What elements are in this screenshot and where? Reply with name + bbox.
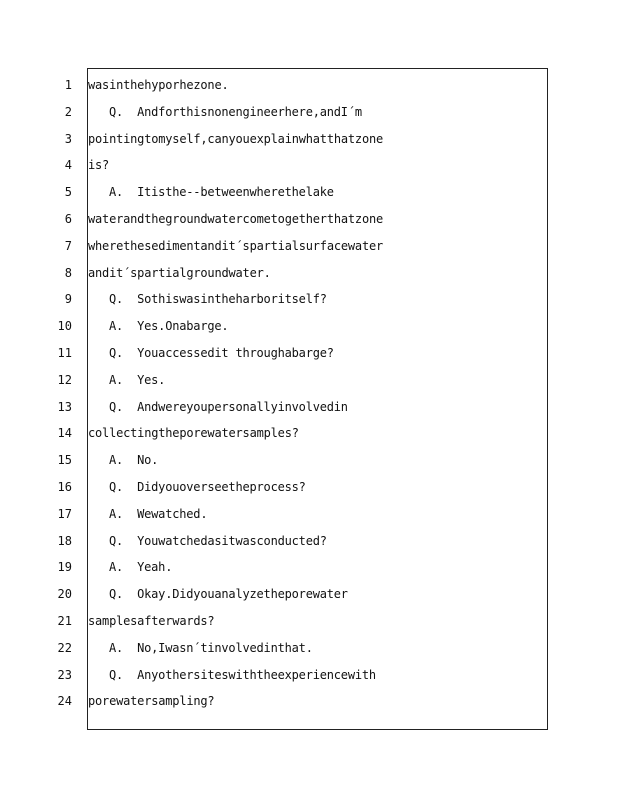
transcript-line-text: andit´spartialgroundwater. — [88, 266, 271, 280]
line-number: 21 — [57, 614, 72, 628]
transcript-line-text: A. Yeah. — [109, 560, 173, 574]
transcript-line-text: Q. Andforthisnonengineerhere,andI´m — [109, 105, 362, 119]
transcript-line-text: A. No. — [109, 453, 159, 467]
line-number: 1 — [64, 78, 72, 92]
line-number: 6 — [64, 212, 72, 226]
transcript-line-text: Q. Sothiswasintheharboritself? — [109, 292, 327, 306]
transcript-line-text: Q. Anyothersiteswiththeexperiencewith — [109, 668, 376, 682]
line-number: 12 — [57, 373, 72, 387]
transcript-line-text: A. No,Iwasn´tinvolvedinthat. — [109, 641, 313, 655]
transcript-line-text: Q. Okay.Didyouanalyzetheporewater — [109, 587, 348, 601]
transcript-line-text: A. Itisthe--betweenwherethelake — [109, 185, 334, 199]
line-number: 14 — [57, 426, 72, 440]
line-number: 18 — [57, 534, 72, 548]
transcript-line-text: samplesafterwards? — [88, 614, 215, 628]
transcript-line-text: wasinthehyporhezone. — [88, 78, 229, 92]
line-number: 11 — [57, 346, 72, 360]
line-number: 16 — [57, 480, 72, 494]
transcript-line-text: wherethesedimentandit´spartialsurfacewater — [88, 239, 384, 253]
line-number: 7 — [64, 239, 72, 253]
transcript-line-text: A. Wewatched. — [109, 507, 208, 521]
line-number: 20 — [57, 587, 72, 601]
line-number: 8 — [64, 266, 72, 280]
transcript-line-text: Q. Didyouoverseetheprocess? — [109, 480, 306, 494]
transcript-line-text: Q. Andwereyoupersonallyinvolvedin — [109, 400, 348, 414]
line-number: 23 — [57, 668, 72, 682]
line-number: 2 — [64, 105, 72, 119]
transcript-line-text: A. Yes.Onabarge. — [109, 319, 229, 333]
transcript-line-text: Q. Youwatchedasitwasconducted? — [109, 534, 327, 548]
line-number: 4 — [64, 158, 72, 172]
line-number: 15 — [57, 453, 72, 467]
line-number: 19 — [57, 560, 72, 574]
transcript-line-text: is? — [88, 158, 110, 172]
transcript-line-text: A. Yes. — [109, 373, 166, 387]
transcript-line-text: porewatersampling? — [88, 694, 215, 708]
transcript-line-text: pointingtomyself,canyouexplainwhatthatzone — [88, 132, 384, 146]
line-number: 13 — [57, 400, 72, 414]
transcript-line-text: Q. Youaccessedit throughabarge? — [109, 346, 334, 360]
line-number: 10 — [57, 319, 72, 333]
line-number: 5 — [64, 185, 72, 199]
line-number: 9 — [64, 292, 72, 306]
line-number: 24 — [57, 694, 72, 708]
line-number: 22 — [57, 641, 72, 655]
line-number: 17 — [57, 507, 72, 521]
line-number: 3 — [64, 132, 72, 146]
transcript-line-text: waterandthegroundwatercometogetherthatzone — [88, 212, 384, 226]
transcript-line-text: collectingtheporewatersamples? — [88, 426, 299, 440]
